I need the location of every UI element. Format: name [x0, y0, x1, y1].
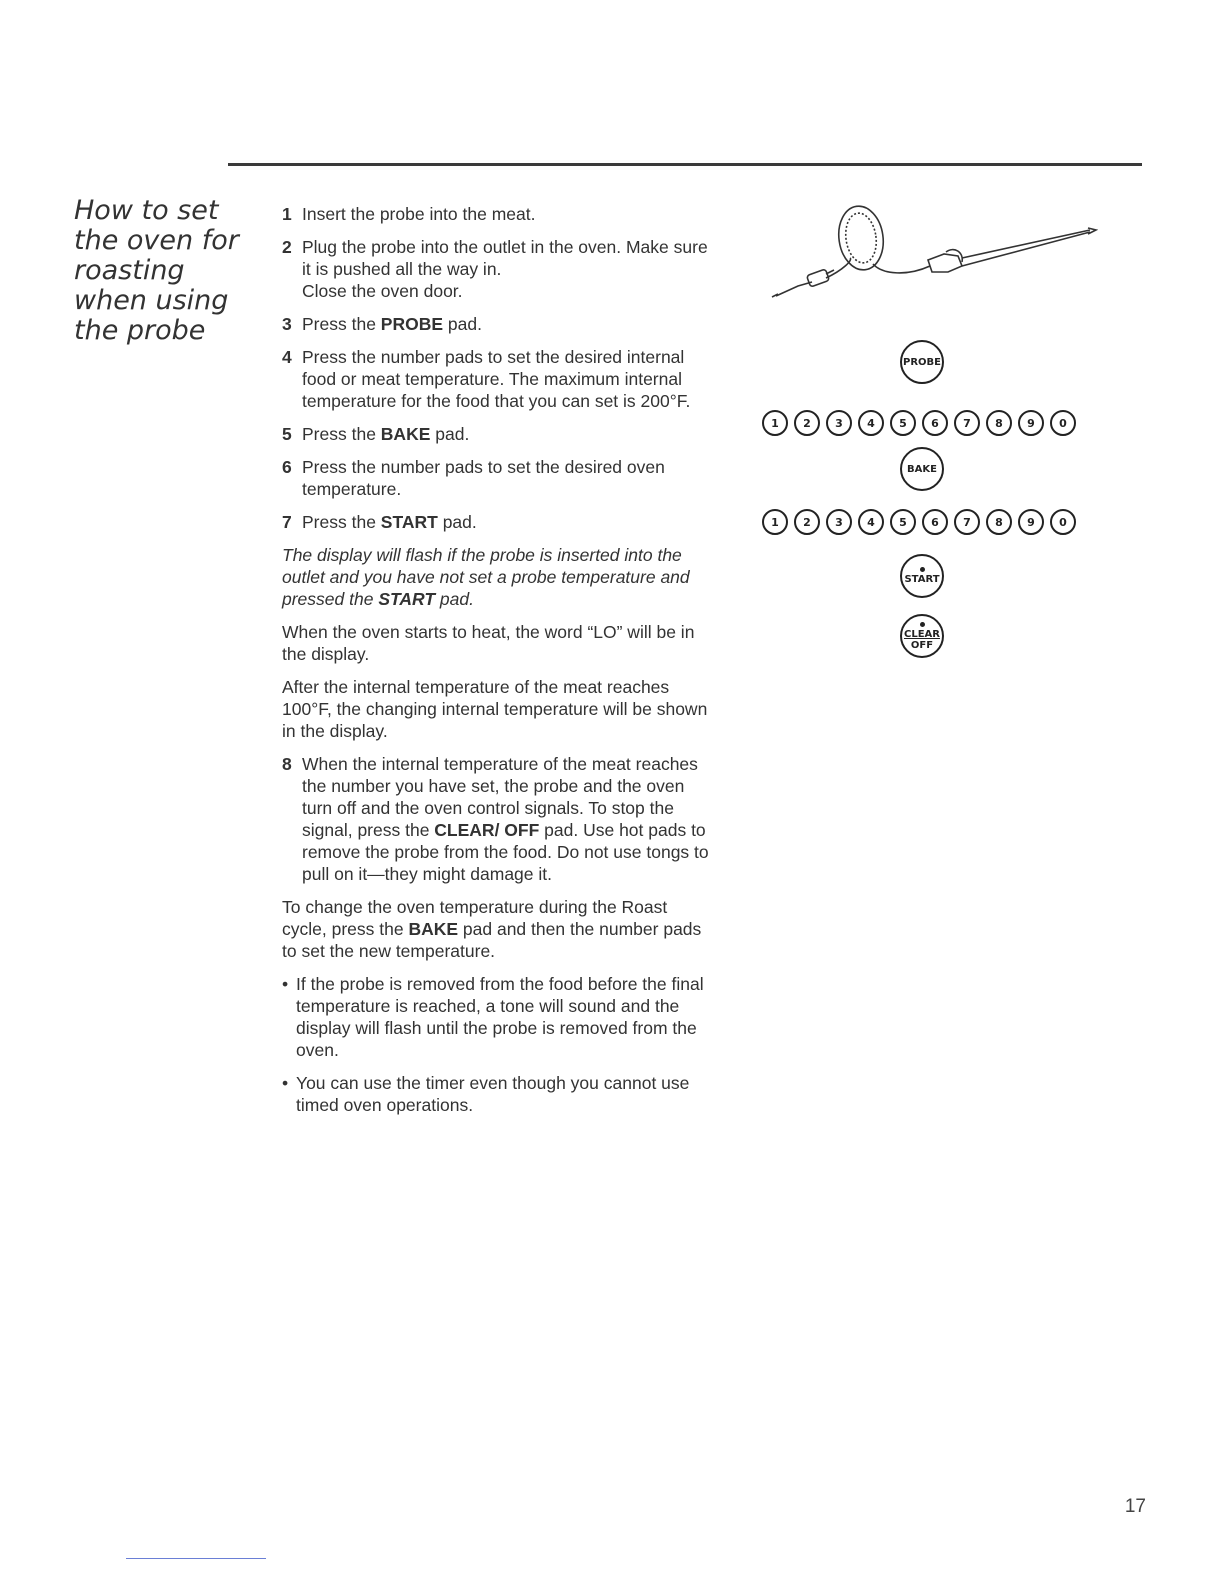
number-pad-4: 4 [858, 509, 884, 535]
text-fragment: Press the [302, 314, 381, 334]
indicator-dot-icon [920, 622, 925, 627]
number-pad-0: 0 [1050, 509, 1076, 535]
instructions-column [282, 203, 712, 1127]
number-pad-7: 7 [954, 509, 980, 535]
number-pad-6: 6 [922, 410, 948, 436]
number-pad-2: 2 [794, 410, 820, 436]
pad-name: START [380, 512, 438, 532]
number-pad-2: 2 [794, 509, 820, 535]
step-text: Press the number pads to set the desired internal food or meat temperature. The maximum internal temperature for the food that you can set is 200°F. [302, 347, 691, 411]
number-pad-6: 6 [922, 509, 948, 535]
number-pad-8: 8 [986, 410, 1012, 436]
number-pad-3: 3 [826, 410, 852, 436]
number-pad-row-2 [762, 509, 1082, 535]
number-pad-3: 3 [826, 509, 852, 535]
bullet-text: You can use the timer even though you cannot use timed oven operations. [296, 1073, 690, 1115]
text-fragment: The display will flash if the probe is inserted into the outlet and you have not set a probe temperature and pressed the [282, 545, 690, 609]
step-1 [282, 203, 712, 225]
number-pad-4: 4 [858, 410, 884, 436]
step-text [302, 753, 712, 885]
text-fragment: Press the [302, 424, 381, 444]
step-number: 5 [282, 424, 292, 444]
pad-name: START [378, 589, 436, 609]
number-pad-0: 0 [1050, 410, 1076, 436]
step-7 [282, 511, 712, 533]
number-pad-1: 1 [762, 410, 788, 436]
number-pad-9: 9 [1018, 410, 1044, 436]
text-fragment: To change the oven temperature during the Roast cycle, press the [282, 897, 668, 939]
step-text [302, 313, 712, 335]
text-fragment: pad. [437, 512, 477, 532]
step-text [302, 423, 712, 445]
step-8 [282, 753, 712, 885]
temperature-paragraph: After the internal temperature of the meat reaches 100°F, the changing internal temperature will be shown in the display. [282, 677, 708, 741]
start-pad [900, 554, 944, 598]
probe-pad-label: PROBE [903, 356, 941, 368]
number-pad-row-1 [762, 410, 1082, 436]
pad-name: CLEAR/ OFF [434, 820, 540, 840]
bake-pad-label: BAKE [907, 463, 937, 475]
bullet-icon: • [282, 1073, 289, 1093]
pad-name: PROBE [380, 314, 444, 334]
step-number: 1 [282, 204, 292, 224]
bullet-item [282, 1072, 712, 1116]
step-number: 4 [282, 347, 292, 367]
bullet-item [282, 973, 712, 1061]
probe-pad [900, 340, 944, 384]
number-pad-7: 7 [954, 410, 980, 436]
bullet-text: If the probe is removed from the food before the final temperature is reached, a tone will sound and the display will flash until the probe is removed from the oven. [296, 974, 704, 1060]
text-fragment: pad. [435, 589, 474, 609]
bullet-icon: • [282, 974, 289, 994]
step-5 [282, 423, 712, 445]
clear-off-pad [900, 614, 944, 658]
text-fragment: pad. [430, 424, 470, 444]
step-6 [282, 456, 712, 500]
step-number: 3 [282, 314, 292, 334]
change-temperature-paragraph [282, 896, 712, 962]
off-pad-label: OFF [910, 639, 934, 651]
step-4 [282, 346, 712, 412]
number-pad-1: 1 [762, 509, 788, 535]
page-number: 17 [1124, 1496, 1146, 1517]
text-fragment: pad and then the number pads to set the new temperature. [282, 919, 702, 961]
step-text: Insert the probe into the meat. [302, 204, 536, 224]
step-text: Press the number pads to set the desired oven temperature. [302, 457, 665, 499]
pad-name: BAKE [408, 919, 459, 939]
lo-paragraph: When the oven starts to heat, the word “LO” will be in the display. [282, 622, 695, 664]
step-number: 2 [282, 237, 292, 257]
footer-line [126, 1558, 266, 1559]
start-pad-label: START [904, 574, 940, 585]
step-text [302, 236, 712, 302]
step-number: 7 [282, 512, 292, 532]
step-number: 8 [282, 754, 292, 774]
step-2 [282, 236, 712, 302]
pad-name: BAKE [380, 424, 431, 444]
text-fragment: Press the [302, 512, 381, 532]
step-3 [282, 313, 712, 335]
text-fragment: pad. [443, 314, 482, 334]
step-number: 6 [282, 457, 292, 477]
indicator-dot-icon [920, 567, 925, 572]
text-fragment: pad. Use hot pads to remove the probe from the food. Do not use tongs to pull on it—they might damage it. [302, 820, 709, 884]
number-pad-8: 8 [986, 509, 1012, 535]
number-pad-5: 5 [890, 410, 916, 436]
flash-note [282, 544, 712, 610]
top-rule [228, 163, 1142, 166]
step-text [302, 511, 712, 533]
bake-pad [900, 447, 944, 491]
step-text-line: Plug the probe into the outlet in the oven. Make sure it is pushed all the way in. [302, 237, 708, 279]
clear-pad-label: CLEAR [904, 628, 940, 640]
number-pad-5: 5 [890, 509, 916, 535]
step-text-line: Close the oven door. [302, 281, 463, 301]
meat-probe-icon [768, 200, 1098, 308]
section-title: How to set the oven for roasting when using the probe [74, 195, 239, 346]
number-pad-9: 9 [1018, 509, 1044, 535]
text-fragment: When the internal temperature of the meat reaches the number you have set, the probe and the oven turn off and the oven control signals. To stop the signal, press the [302, 754, 698, 840]
